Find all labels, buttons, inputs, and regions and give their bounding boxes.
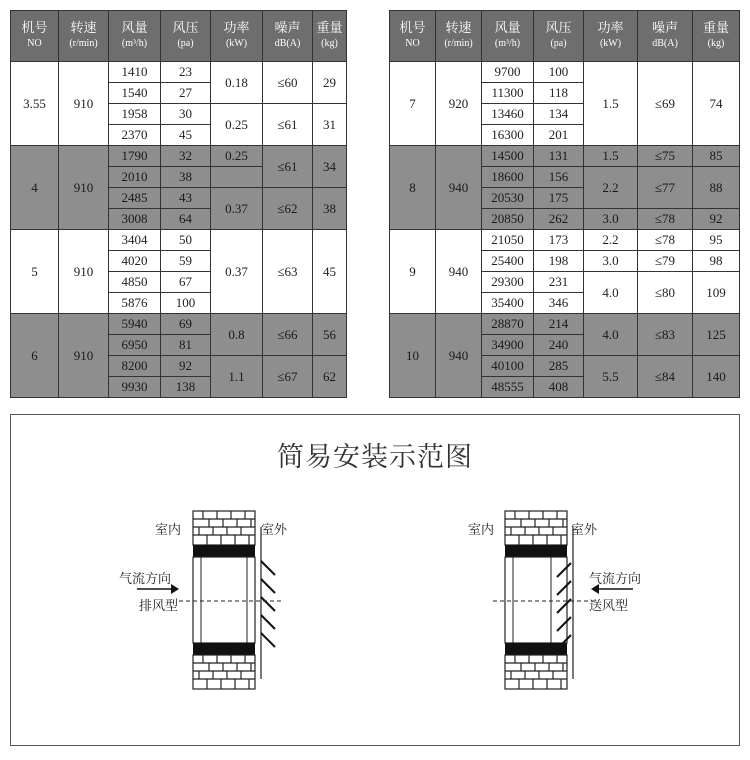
power-cell: 3.0 xyxy=(584,209,638,230)
model-no-cell: 7 xyxy=(390,62,436,146)
exhaust-mode-label: 排风型 xyxy=(139,599,179,614)
table-row xyxy=(390,62,740,83)
weight-cell: 38 xyxy=(313,188,347,230)
model-group xyxy=(390,62,740,146)
airflow-cell: 1958 xyxy=(109,104,161,125)
noise-cell: ≤67 xyxy=(263,356,313,398)
power-cell: 2.2 xyxy=(584,167,638,209)
pressure-cell: 138 xyxy=(161,377,211,398)
model-group xyxy=(11,314,347,398)
column-header-title: 重量 xyxy=(316,21,343,36)
table-header xyxy=(390,11,740,62)
power-cell: 0.37 xyxy=(211,230,263,314)
column-header-title: 风量 xyxy=(121,21,148,36)
column-header xyxy=(161,11,211,62)
column-header-unit: dB(A) xyxy=(652,38,678,49)
column-header-unit: (kg) xyxy=(707,38,725,49)
speed-cell: 940 xyxy=(436,230,482,314)
power-cell: 4.0 xyxy=(584,314,638,356)
pressure-cell: 156 xyxy=(534,167,584,188)
power-cell: 5.5 xyxy=(584,356,638,398)
power-cell: 0.25 xyxy=(211,104,263,146)
power-cell xyxy=(211,167,263,188)
airflow-cell: 18600 xyxy=(482,167,534,188)
speed-cell: 940 xyxy=(436,146,482,230)
column-header xyxy=(534,11,584,62)
brick-wall-bottom xyxy=(505,655,567,689)
noise-cell: ≤66 xyxy=(263,314,313,356)
airflow-cell: 29300 xyxy=(482,272,534,293)
model-no-cell: 10 xyxy=(390,314,436,398)
weight-cell: 109 xyxy=(693,272,740,314)
model-no-cell: 5 xyxy=(11,230,59,314)
airflow-cell: 8200 xyxy=(109,356,161,377)
airflow-cell: 9930 xyxy=(109,377,161,398)
noise-cell: ≤77 xyxy=(638,167,693,209)
pressure-cell: 50 xyxy=(161,230,211,251)
flow-arrow-right-icon xyxy=(135,584,179,594)
pressure-cell: 27 xyxy=(161,83,211,104)
column-header-unit: (pa) xyxy=(550,38,567,49)
pressure-cell: 173 xyxy=(534,230,584,251)
column-header-title: 功率 xyxy=(597,21,624,36)
column-header-unit: dB(A) xyxy=(274,38,301,49)
flow-arrow-left-icon xyxy=(591,584,635,594)
header-row xyxy=(11,11,347,62)
column-header xyxy=(693,11,740,62)
table-row xyxy=(390,314,740,335)
column-header-unit: NO xyxy=(27,38,42,49)
pressure-cell: 231 xyxy=(534,272,584,293)
column-header xyxy=(211,11,263,62)
power-cell: 1.1 xyxy=(211,356,263,398)
weight-cell: 85 xyxy=(693,146,740,167)
speed-cell: 920 xyxy=(436,62,482,146)
pressure-cell: 81 xyxy=(161,335,211,356)
column-header xyxy=(390,11,436,62)
airflow-cell: 20850 xyxy=(482,209,534,230)
airflow-cell: 4020 xyxy=(109,251,161,272)
column-header xyxy=(11,11,59,62)
power-cell: 3.0 xyxy=(584,251,638,272)
column-header-title: 机号 xyxy=(21,21,48,36)
noise-cell: ≤84 xyxy=(638,356,693,398)
pressure-cell: 134 xyxy=(534,104,584,125)
pressure-cell: 59 xyxy=(161,251,211,272)
supply-outdoor-label: 室外 xyxy=(571,523,598,538)
noise-cell: ≤61 xyxy=(263,104,313,146)
fan-frame-top xyxy=(505,545,567,557)
noise-cell: ≤61 xyxy=(263,146,313,188)
speed-cell: 910 xyxy=(59,62,109,146)
column-header-unit: (r/min) xyxy=(444,38,473,49)
weight-cell: 74 xyxy=(693,62,740,146)
column-header xyxy=(313,11,347,62)
speed-cell: 910 xyxy=(59,146,109,230)
airflow-cell: 13460 xyxy=(482,104,534,125)
power-cell: 4.0 xyxy=(584,272,638,314)
airflow-cell: 40100 xyxy=(482,356,534,377)
pressure-cell: 100 xyxy=(534,62,584,83)
pressure-cell: 131 xyxy=(534,146,584,167)
airflow-cell: 2370 xyxy=(109,125,161,146)
column-header xyxy=(482,11,534,62)
column-header-unit: (m³/h) xyxy=(121,38,148,49)
install-title: 简易安装示范图 xyxy=(277,442,473,473)
brick-wall-bottom xyxy=(193,655,255,689)
noise-cell: ≤63 xyxy=(263,230,313,314)
shutter-louvers-open xyxy=(261,561,275,647)
pressure-cell: 32 xyxy=(161,146,211,167)
column-header-title: 风量 xyxy=(494,21,521,36)
power-cell: 0.37 xyxy=(211,188,263,230)
airflow-cell: 1410 xyxy=(109,62,161,83)
weight-cell: 140 xyxy=(693,356,740,398)
pressure-cell: 408 xyxy=(534,377,584,398)
speed-cell: 910 xyxy=(59,230,109,314)
noise-cell: ≤75 xyxy=(638,146,693,167)
weight-cell: 45 xyxy=(313,230,347,314)
pressure-cell: 23 xyxy=(161,62,211,83)
fan-frame-top xyxy=(193,545,255,557)
weight-cell: 88 xyxy=(693,167,740,209)
exhaust-indoor-label: 室内 xyxy=(155,523,182,538)
weight-cell: 34 xyxy=(313,146,347,188)
pressure-cell: 214 xyxy=(534,314,584,335)
airflow-cell: 1540 xyxy=(109,83,161,104)
model-group xyxy=(390,230,740,314)
column-header-unit: (kW) xyxy=(225,38,248,49)
weight-cell: 98 xyxy=(693,251,740,272)
pressure-cell: 175 xyxy=(534,188,584,209)
airflow-cell: 20530 xyxy=(482,188,534,209)
model-no-cell: 6 xyxy=(11,314,59,398)
power-cell: 0.25 xyxy=(211,146,263,167)
column-header-title: 转速 xyxy=(70,21,97,36)
noise-cell: ≤60 xyxy=(263,62,313,104)
column-header xyxy=(263,11,313,62)
airflow-cell: 9700 xyxy=(482,62,534,83)
model-no-cell: 3.55 xyxy=(11,62,59,146)
weight-cell: 95 xyxy=(693,230,740,251)
noise-cell: ≤79 xyxy=(638,251,693,272)
table-row xyxy=(11,314,347,335)
pressure-cell: 198 xyxy=(534,251,584,272)
airflow-cell: 3404 xyxy=(109,230,161,251)
noise-cell: ≤78 xyxy=(638,209,693,230)
column-header xyxy=(436,11,482,62)
airflow-cell: 1790 xyxy=(109,146,161,167)
column-header-unit: (kg) xyxy=(321,38,338,49)
supply-flow-label: 气流方向 xyxy=(589,572,642,587)
airflow-cell: 5940 xyxy=(109,314,161,335)
power-cell: 1.5 xyxy=(584,146,638,167)
weight-cell: 56 xyxy=(313,314,347,356)
exhaust-flow-label: 气流方向 xyxy=(119,572,172,587)
fan-frame-bottom xyxy=(193,643,255,655)
noise-cell: ≤62 xyxy=(263,188,313,230)
pressure-cell: 67 xyxy=(161,272,211,293)
airflow-cell: 25400 xyxy=(482,251,534,272)
airflow-cell: 16300 xyxy=(482,125,534,146)
column-header-title: 噪声 xyxy=(274,21,301,36)
weight-cell: 62 xyxy=(313,356,347,398)
weight-cell: 31 xyxy=(313,104,347,146)
model-group xyxy=(11,230,347,314)
pressure-cell: 38 xyxy=(161,167,211,188)
noise-cell: ≤80 xyxy=(638,272,693,314)
table-row xyxy=(11,146,347,167)
supply-indoor-label: 室内 xyxy=(468,523,495,538)
table-row xyxy=(390,230,740,251)
pressure-cell: 92 xyxy=(161,356,211,377)
model-group xyxy=(390,314,740,398)
airflow-cell: 3008 xyxy=(109,209,161,230)
pressure-cell: 43 xyxy=(161,188,211,209)
pressure-cell: 262 xyxy=(534,209,584,230)
speed-cell: 940 xyxy=(436,314,482,398)
column-header xyxy=(109,11,161,62)
model-no-cell: 9 xyxy=(390,230,436,314)
column-header-title: 噪声 xyxy=(651,21,678,36)
power-cell: 0.18 xyxy=(211,62,263,104)
column-header-title: 转速 xyxy=(445,21,472,36)
brick-wall-top xyxy=(193,511,255,545)
airflow-cell: 6950 xyxy=(109,335,161,356)
pressure-cell: 45 xyxy=(161,125,211,146)
airflow-cell: 21050 xyxy=(482,230,534,251)
column-header xyxy=(638,11,693,62)
model-group xyxy=(11,146,347,230)
table-header xyxy=(11,11,347,62)
speed-cell: 910 xyxy=(59,314,109,398)
supply-mode-label: 送风型 xyxy=(589,599,629,614)
model-group xyxy=(390,146,740,230)
power-cell: 0.8 xyxy=(211,314,263,356)
fan-housing xyxy=(193,557,255,643)
table-row xyxy=(11,62,347,83)
column-header xyxy=(584,11,638,62)
model-no-cell: 8 xyxy=(390,146,436,230)
exhaust-outdoor-label: 室外 xyxy=(261,523,288,538)
header-row xyxy=(390,11,740,62)
power-cell: 2.2 xyxy=(584,230,638,251)
pressure-cell: 64 xyxy=(161,209,211,230)
airflow-cell: 2485 xyxy=(109,188,161,209)
airflow-cell: 34900 xyxy=(482,335,534,356)
model-group xyxy=(11,62,347,146)
pressure-cell: 69 xyxy=(161,314,211,335)
airflow-cell: 48555 xyxy=(482,377,534,398)
column-header-unit: (kW) xyxy=(599,38,622,49)
weight-cell: 92 xyxy=(693,209,740,230)
airflow-cell: 2010 xyxy=(109,167,161,188)
airflow-cell: 14500 xyxy=(482,146,534,167)
column-header-unit: (m³/h) xyxy=(494,38,521,49)
power-cell: 1.5 xyxy=(584,62,638,146)
noise-cell: ≤69 xyxy=(638,62,693,146)
airflow-cell: 4850 xyxy=(109,272,161,293)
installation-diagram-panel xyxy=(10,414,740,746)
pressure-cell: 118 xyxy=(534,83,584,104)
column-header-title: 机号 xyxy=(399,21,426,36)
model-no-cell: 4 xyxy=(11,146,59,230)
airflow-cell: 11300 xyxy=(482,83,534,104)
pressure-cell: 346 xyxy=(534,293,584,314)
column-header-title: 风压 xyxy=(545,21,572,36)
column-header-title: 重量 xyxy=(702,21,729,36)
spec-table-right xyxy=(389,10,740,398)
noise-cell: ≤78 xyxy=(638,230,693,251)
column-header-title: 风压 xyxy=(172,21,199,36)
column-header xyxy=(59,11,109,62)
pressure-cell: 201 xyxy=(534,125,584,146)
column-header-title: 功率 xyxy=(223,21,250,36)
spec-table-left xyxy=(10,10,347,398)
column-header-unit: NO xyxy=(405,38,420,49)
airflow-cell: 5876 xyxy=(109,293,161,314)
brick-wall-top xyxy=(505,511,567,545)
weight-cell: 29 xyxy=(313,62,347,104)
weight-cell: 125 xyxy=(693,314,740,356)
pressure-cell: 100 xyxy=(161,293,211,314)
table-row xyxy=(390,146,740,167)
airflow-cell: 28870 xyxy=(482,314,534,335)
airflow-cell: 35400 xyxy=(482,293,534,314)
pressure-cell: 240 xyxy=(534,335,584,356)
column-header-unit: (pa) xyxy=(177,38,194,49)
shutter-louvers xyxy=(557,563,571,649)
column-header-unit: (r/min) xyxy=(69,38,98,49)
noise-cell: ≤83 xyxy=(638,314,693,356)
table-row xyxy=(11,230,347,251)
pressure-cell: 30 xyxy=(161,104,211,125)
pressure-cell: 285 xyxy=(534,356,584,377)
